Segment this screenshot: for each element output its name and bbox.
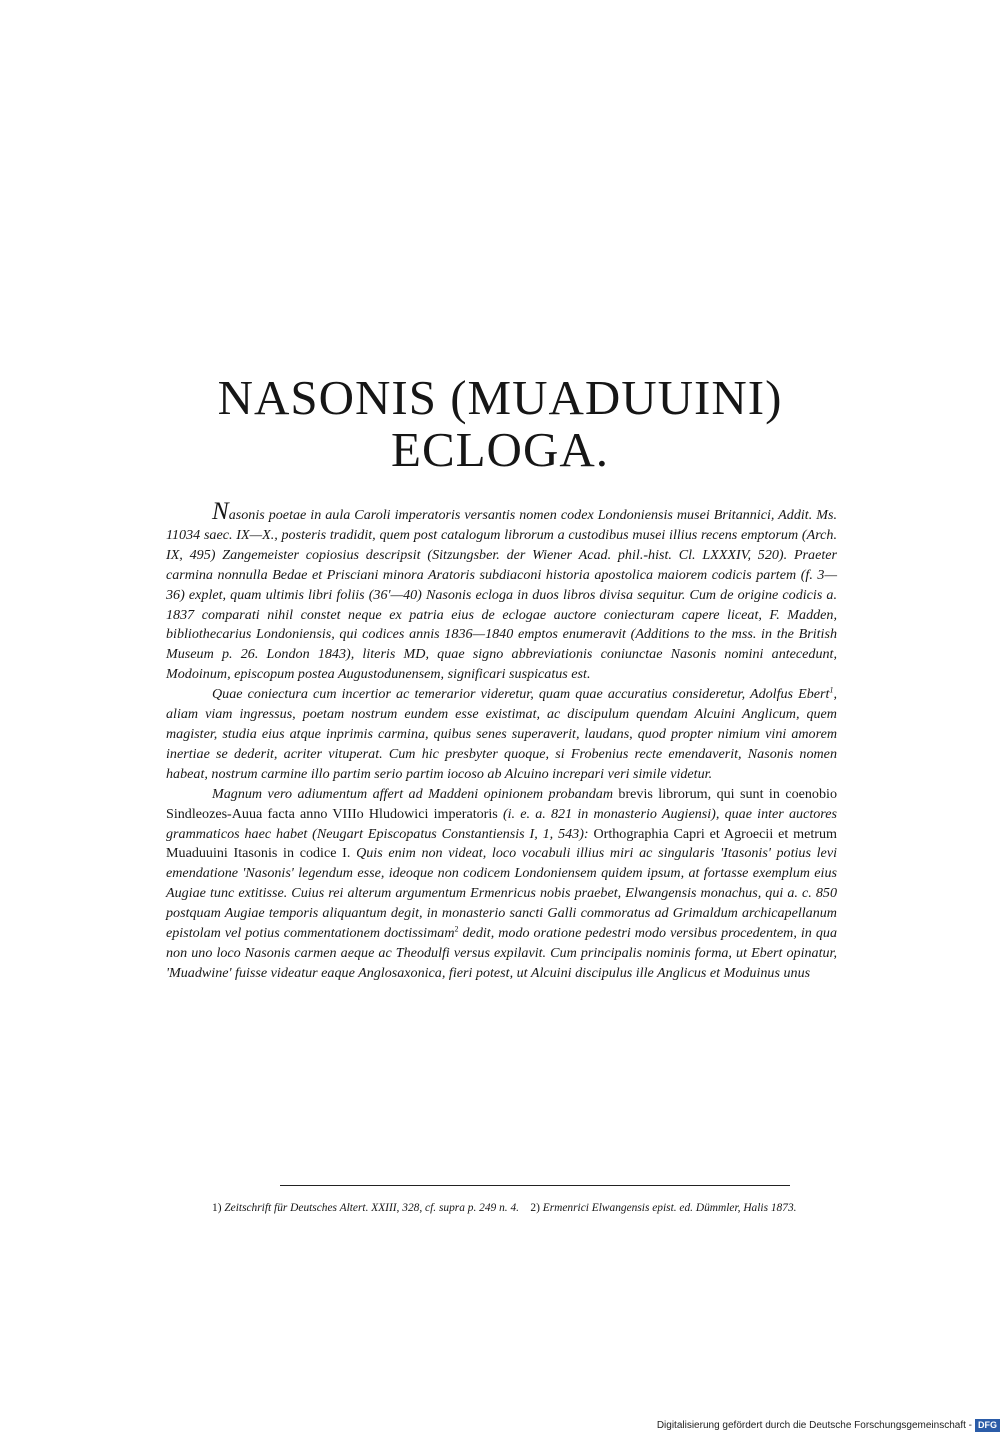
paragraph-1-text: asonis poetae in aula Caroli imperatoris versantis nomen codex Londoniensis musei Britannici, Addit. Ms. 11034 saec. IX—X., posteris tradidit, quem post catalogum librorum a custodibus musei illius recens emptorum (Arch. IX, 495) Zangemeister copiosius descripsit (Sitzungsber. der Wiener Acad. phil.-hist. Cl. LXXXIV, 520). Praeter carmina nonnulla Bedae et Prisciani minora Aratoris subdiaconi historia apostolica maiorem codicis partem (f. 3—36) explet, quam ultimis libri foliis (36'—40) Nasonis ecloga in duos libros divisa sequitur. Cum de origine codicis a. 1837 comparati nihil constet neque ex patria eius de eclogae auctore coniecturam capere liceat, F. Madden, bibliothecarius Londoniensis, qui codices annis 1836—1840 emptos enumeravit (Additions to the mss. in the British Museum p. 26. London 1843), literis MD, quae signo abbreviationis coniunctae Nasonis nomini antecedunt, Modoinum, episcopum postea Augustodunensem, significari suspicatus est. [166,507,837,683]
dfg-funding-footer [580,1417,1000,1434]
footnote-1-mark: 1) [212,1202,222,1214]
paragraph-1 [166,498,837,685]
title-line-2: ECLOGA. [391,422,609,477]
paragraph-2-text-a: Quae coniectura cum incertior ac temerarior videretur, quam quae accuratius consideretur, Adolfus Ebert [212,686,830,703]
body-text [166,498,838,984]
footnotes [166,1199,837,1218]
footnote-ref-2[interactable]: 2 [454,924,459,934]
footnote-divider [280,1185,790,1186]
paragraph-3-text-d: Orthographia Capri et Agroecii et metrum Muaduuini Itasonis in codice I. [166,825,837,862]
paragraph-3-text-c: (i. e. a. 821 in monasterio Augiensi), quae inter auctores grammaticos haec habet (Neugart Episcopatus Constantiensis I, 1, 543): [166,805,838,842]
footnote-2-text: Ermenrici Elwangensis epist. ed. Dümmler, Halis 1873. [539,1202,797,1214]
paragraph-3-text-b: brevis librorum, qui sunt in coenobio Sindleozes-Auua facta anno VIIIo Hludowici imperatoris [166,785,837,822]
footnote-ref-1[interactable]: 1 [829,685,834,695]
paragraph-3-text-a: Magnum vero adiumentum affert ad Maddeni opinionem probandam [212,785,613,802]
page-title [150,372,850,476]
footnote-text [166,1199,837,1218]
paragraph-2 [166,685,837,785]
footnote-2-mark: 2) [530,1202,540,1214]
drop-cap: N [212,498,229,525]
funding-text: Digitalisierung gefördert durch die Deutsche Forschungsgemeinschaft - [656,1420,972,1431]
paragraph-3-text-e: Quis enim non videat, loco vocabuli illius miri ac singularis 'Itasonis' potius levi emendatione 'Nasonis' legendum esse, ideoque non codicem Londoniensem quidem ipsum, at fortasse exemplum eius Augiae tunc extitisse. Cuius rei alterum argumentum Ermenricus nobis praebet, Elwangensis monachus, qui a. c. 850 postquam Augiae temporis aliquantum degit, in monasterio sancti Galli commoratus ad Grimaldum archicapellanum epistolam vel potius commentationem doctissimam [166,845,837,942]
dfg-logo-icon[interactable]: DFG [975,1419,1000,1432]
title-line-1: NASONIS (MUADUUINI) [217,370,783,425]
paragraph-2-text-b: , aliam viam ingressus, poetam nostrum eundem esse existimat, ac discipulum quendam Alcuini Anglicum, quem magister, studia eius atque inprimis carmina, quibus senes superaverit, laudans, quod propter nimium vini amorem inertiae se dederit, acriter vituperat. Cum hic presbyter quoque, si Frobenius recte emendaverit, Nasonis nomen habeat, nostrum carmine illo partim serio partim iocoso ab Alcuino increpari veri simile videtur. [166,686,837,782]
paragraph-3-text-f: dedit, modo oratione pedestri modo versibus procedentem, in qua non uno loco Nasonis carmen aeque ac Theodulfi versus expilavit. Cum principalis nominis forma, ut Ebert opinatur, 'Muadwine' fuisse videatur eaque Anglosaxonica, fieri potest, ut Alcuini discipulus ille Anglicus et Moduinus unus [166,925,837,981]
footnote-1-text: Zeitschrift für Deutsches Altert. XXIII, 328, cf. supra p. 249 n. 4. [221,1202,520,1214]
paragraph-3 [166,785,837,984]
